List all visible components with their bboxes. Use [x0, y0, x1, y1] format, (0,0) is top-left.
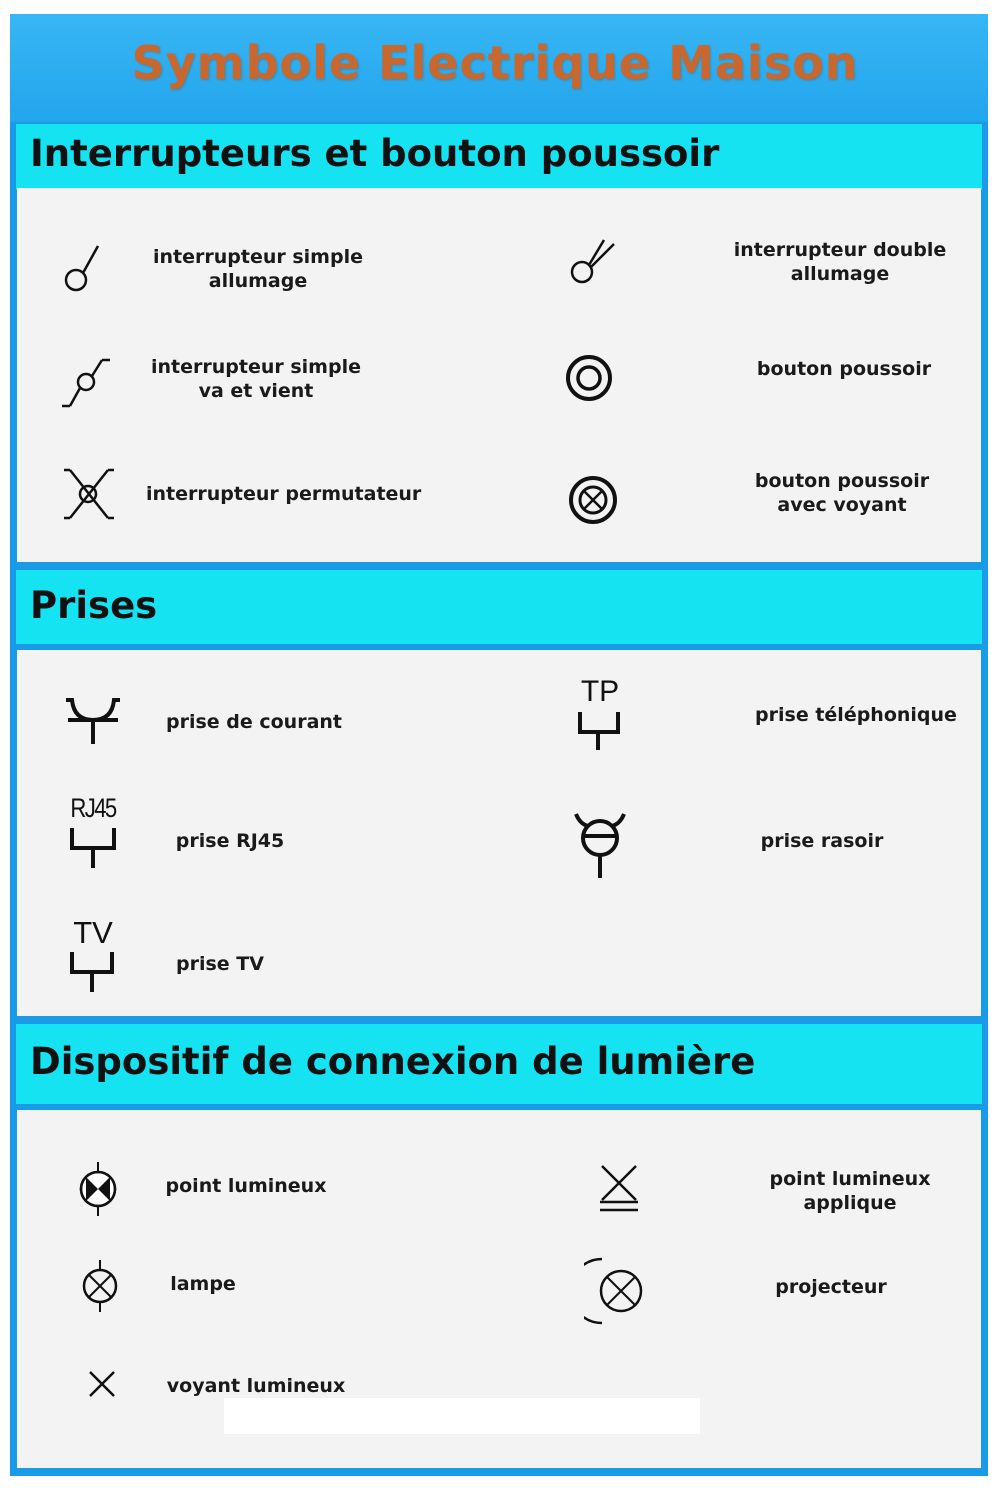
light-point-icon — [76, 1160, 120, 1218]
poster-frame — [10, 14, 988, 1476]
label-indicator-light: voyant lumineux — [166, 1375, 346, 1397]
label-projector: projecteur — [775, 1276, 887, 1298]
title-bar — [10, 14, 988, 122]
projector-icon — [584, 1256, 646, 1326]
label-rj45-outlet: prise RJ45 — [175, 830, 285, 852]
label-push-button: bouton poussoir — [756, 358, 932, 380]
section-title: Interrupteurs et bouton poussoir — [30, 132, 720, 175]
rj45-outlet-icon — [64, 792, 122, 872]
blank-patch — [224, 1398, 700, 1434]
symbol-text: TP — [580, 675, 620, 708]
push-button-indicator-icon — [566, 473, 620, 527]
wall-light-icon — [596, 1160, 642, 1216]
indicator-light-icon — [86, 1368, 118, 1400]
label-tv-outlet: prise TV — [176, 953, 264, 975]
section-title: Prises — [30, 584, 158, 627]
phone-outlet-icon — [574, 676, 626, 752]
label-single-switch: interrupteur simple allumage — [153, 246, 363, 292]
label-wall-light: point lumineux applique — [769, 1168, 931, 1214]
section-title: Dispositif de connexion de lumière — [30, 1040, 756, 1083]
section-header-switches — [16, 124, 982, 190]
tv-outlet-icon — [66, 916, 120, 994]
label-intermediate-switch: interrupteur permutateur — [146, 483, 422, 505]
double-switch-icon — [564, 234, 624, 294]
label-double-switch: interrupteur double allumage — [733, 239, 947, 285]
symbol-text: RJ45 — [70, 793, 116, 823]
section-header-outlets — [16, 570, 982, 644]
two-way-switch-icon — [58, 352, 114, 414]
symbol-text: TV — [73, 915, 113, 950]
page-title: Symbole Electrique Maison — [131, 36, 859, 90]
label-razor-outlet: prise rasoir — [760, 830, 884, 852]
push-button-icon — [564, 353, 614, 403]
label-phone-outlet: prise téléphonique — [755, 704, 957, 726]
razor-outlet-icon — [572, 810, 628, 882]
single-switch-icon — [58, 238, 108, 298]
label-push-button-indicator: bouton poussoir avec voyant — [754, 470, 930, 516]
lamp-icon — [78, 1258, 122, 1314]
label-power-outlet: prise de courant — [165, 711, 343, 733]
label-two-way-switch: interrupteur simple va et vient — [151, 356, 361, 402]
label-light-point: point lumineux — [165, 1175, 327, 1197]
intermediate-switch-icon — [60, 464, 116, 524]
section-header-lighting — [16, 1024, 982, 1104]
power-outlet-icon — [62, 694, 124, 746]
label-lamp: lampe — [170, 1273, 236, 1295]
